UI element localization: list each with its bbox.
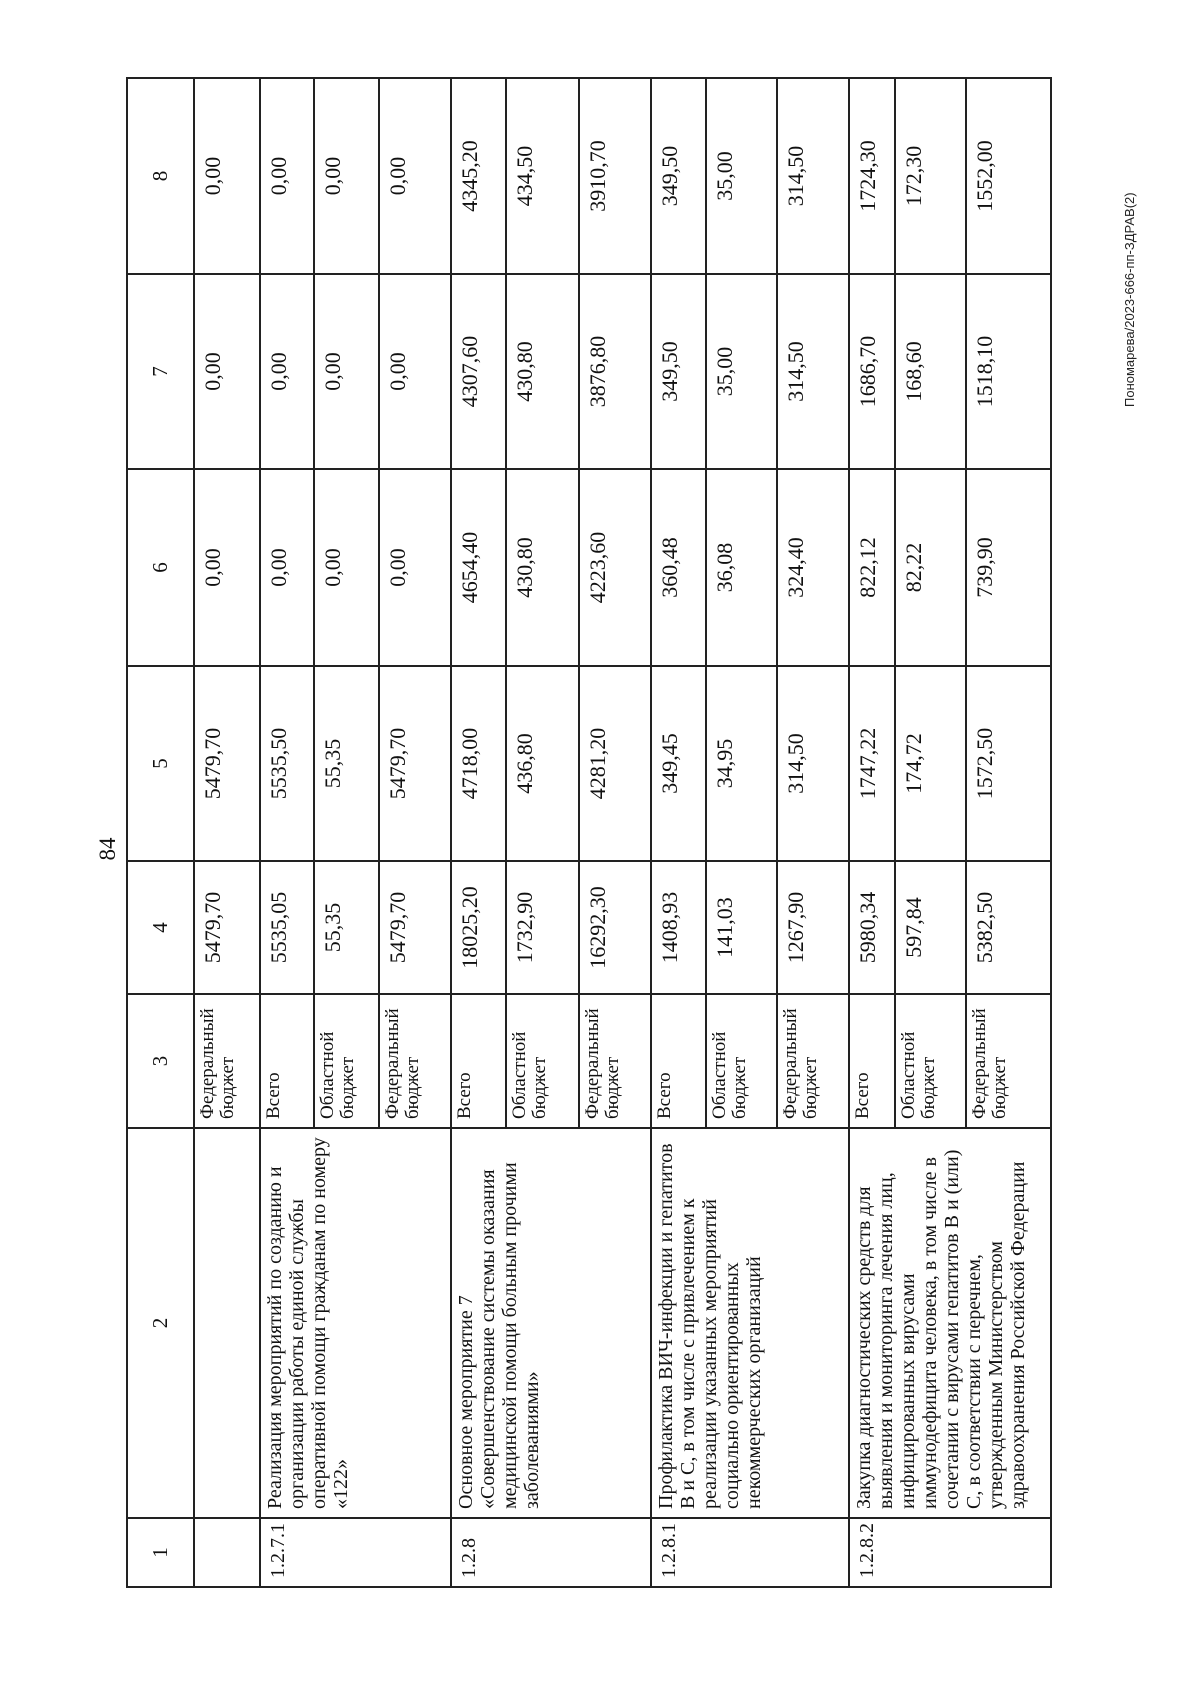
value-col-6: 0,00 — [194, 469, 260, 666]
funding-source: Областной бюджет — [506, 994, 578, 1128]
value-col-6: 82,22 — [895, 469, 967, 666]
value-col-6: 430,80 — [506, 469, 578, 666]
value-col-6: 0,00 — [314, 469, 379, 666]
column-header-5: 5 — [127, 666, 194, 861]
value-col-4: 5479,70 — [194, 861, 260, 994]
table-row — [260, 78, 315, 1587]
value-col-4: 5479,70 — [379, 861, 451, 994]
funding-source: Федеральный бюджет — [777, 994, 849, 1128]
column-header-3: 3 — [127, 994, 194, 1128]
table-row — [451, 78, 506, 1587]
value-col-5: 1572,50 — [966, 666, 1051, 861]
row-code: 1.2.8.1 — [651, 1518, 849, 1587]
column-header-4: 4 — [127, 861, 194, 994]
value-col-6: 739,90 — [966, 469, 1051, 666]
funding-source: Федеральный бюджет — [379, 994, 451, 1128]
value-col-5: 349,45 — [651, 666, 706, 861]
value-col-4: 1267,90 — [777, 861, 849, 994]
value-col-8: 0,00 — [379, 78, 451, 274]
value-col-6: 822,12 — [849, 469, 895, 666]
row-code — [194, 1518, 260, 1587]
value-col-8: 1552,00 — [966, 78, 1051, 274]
funding-source: Федеральный бюджет — [194, 994, 260, 1128]
row-description — [194, 1128, 260, 1518]
budget-table — [126, 77, 1052, 1588]
funding-source: Федеральный бюджет — [579, 994, 651, 1128]
value-col-7: 4307,60 — [451, 274, 506, 469]
value-col-5: 4281,20 — [579, 666, 651, 861]
table-row — [194, 78, 260, 1587]
value-col-7: 0,00 — [314, 274, 379, 469]
value-col-7: 1686,70 — [849, 274, 895, 469]
table-row — [849, 78, 895, 1587]
value-col-5: 55,35 — [314, 666, 379, 861]
column-header-7: 7 — [127, 274, 194, 469]
value-col-7: 3876,80 — [579, 274, 651, 469]
value-col-8: 434,50 — [506, 78, 578, 274]
funding-source: Всего — [260, 994, 315, 1128]
header-row — [127, 78, 194, 1587]
value-col-5: 436,80 — [506, 666, 578, 861]
value-col-8: 35,00 — [706, 78, 777, 274]
funding-source: Всего — [849, 994, 895, 1128]
value-col-7: 0,00 — [260, 274, 315, 469]
value-col-5: 174,72 — [895, 666, 967, 861]
column-header-2: 2 — [127, 1128, 194, 1518]
row-code: 1.2.8.2 — [849, 1518, 1051, 1587]
value-col-7: 0,00 — [194, 274, 260, 469]
value-col-4: 1732,90 — [506, 861, 578, 994]
value-col-7: 314,50 — [777, 274, 849, 469]
value-col-8: 4345,20 — [451, 78, 506, 274]
value-col-6: 0,00 — [260, 469, 315, 666]
value-col-4: 597,84 — [895, 861, 967, 994]
value-col-4: 5382,50 — [966, 861, 1051, 994]
value-col-4: 55,35 — [314, 861, 379, 994]
column-header-1: 1 — [127, 1518, 194, 1587]
value-col-4: 141,03 — [706, 861, 777, 994]
value-col-4: 18025,20 — [451, 861, 506, 994]
value-col-7: 35,00 — [706, 274, 777, 469]
value-col-8: 0,00 — [194, 78, 260, 274]
value-col-8: 172,30 — [895, 78, 967, 274]
page-number: 84 — [95, 837, 120, 861]
funding-source: Всего — [651, 994, 706, 1128]
funding-source: Областной бюджет — [706, 994, 777, 1128]
value-col-8: 3910,70 — [579, 78, 651, 274]
value-col-8: 0,00 — [260, 78, 315, 274]
funding-source: Федеральный бюджет — [966, 994, 1051, 1128]
value-col-7: 430,80 — [506, 274, 578, 469]
column-header-8: 8 — [127, 78, 194, 274]
value-col-8: 0,00 — [314, 78, 379, 274]
row-code: 1.2.7.1 — [260, 1518, 452, 1587]
value-col-4: 5980,34 — [849, 861, 895, 994]
value-col-6: 36,08 — [706, 469, 777, 666]
value-col-6: 324,40 — [777, 469, 849, 666]
value-col-7: 168,60 — [895, 274, 967, 469]
value-col-5: 5479,70 — [379, 666, 451, 861]
value-col-6: 4654,40 — [451, 469, 506, 666]
funding-source: Областной бюджет — [314, 994, 379, 1128]
row-description: Основное мероприятие 7 «Совершенствование системы оказания медицинской помощи больным прочими заболеваниями» — [451, 1128, 650, 1518]
value-col-7: 0,00 — [379, 274, 451, 469]
document-footer-code: Пономарева/2023-666-пп-ЗДРАВ(2) — [1122, 192, 1137, 407]
row-description: Закупка диагностических средств для выявления и мониторинга лечения лиц, инфицированных вирусами иммунодефицита человека, в том числе в сочетании с вирусами гепатитов В и (или) С, в соответствии с перечнем, утвержденным Министерством здравоохранения Российской Федерации — [849, 1128, 1051, 1518]
funding-source: Областной бюджет — [895, 994, 967, 1128]
value-col-5: 5535,50 — [260, 666, 315, 861]
value-col-8: 314,50 — [777, 78, 849, 274]
value-col-5: 34,95 — [706, 666, 777, 861]
funding-source: Всего — [451, 994, 506, 1128]
value-col-4: 1408,93 — [651, 861, 706, 994]
value-col-5: 1747,22 — [849, 666, 895, 861]
row-description: Профилактика ВИЧ-инфекции и гепатитов В и С, в том числе с привлечением к реализации указанных мероприятий социально ориентированных некоммерческих организаций — [651, 1128, 849, 1518]
value-col-5: 314,50 — [777, 666, 849, 861]
value-col-6: 360,48 — [651, 469, 706, 666]
row-description: Реализация мероприятий по созданию и организации работы единой службы оперативной помощи гражданам по номеру «122» — [260, 1128, 452, 1518]
value-col-5: 5479,70 — [194, 666, 260, 861]
value-col-8: 1724,30 — [849, 78, 895, 274]
value-col-7: 1518,10 — [966, 274, 1051, 469]
value-col-8: 349,50 — [651, 78, 706, 274]
value-col-7: 349,50 — [651, 274, 706, 469]
row-code: 1.2.8 — [451, 1518, 650, 1587]
column-header-6: 6 — [127, 469, 194, 666]
value-col-4: 5535,05 — [260, 861, 315, 994]
value-col-6: 0,00 — [379, 469, 451, 666]
value-col-5: 4718,00 — [451, 666, 506, 861]
table-row — [651, 78, 706, 1587]
value-col-6: 4223,60 — [579, 469, 651, 666]
value-col-4: 16292,30 — [579, 861, 651, 994]
